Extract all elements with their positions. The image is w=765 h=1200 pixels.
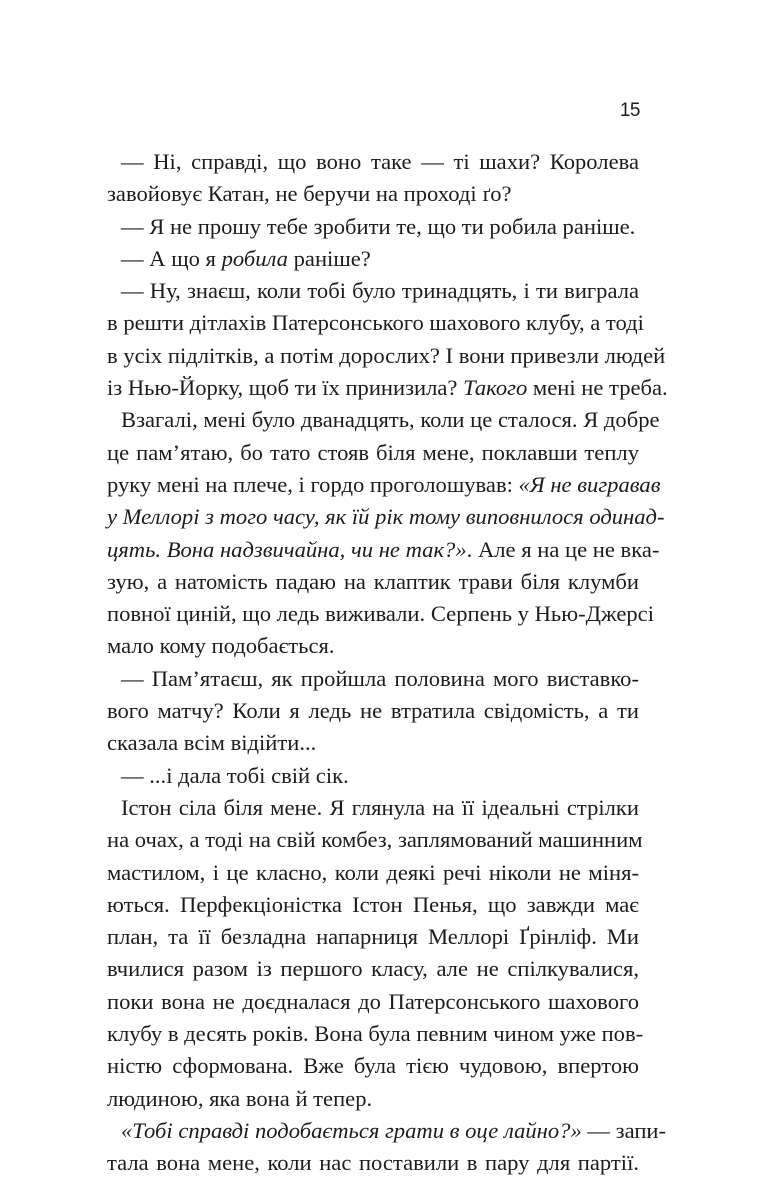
text-run: — Я не прошу тебе зробити те, що ти робила раніше. bbox=[121, 213, 636, 239]
text-run: руку мені на плече, і гордо проголошував: bbox=[107, 471, 519, 497]
text-run: мало кому подобається. bbox=[107, 633, 335, 659]
text-run: із Нью-Йорку, щоб ти їх принизила? bbox=[107, 375, 464, 401]
text-run: — ...і дала тобі свій сік. bbox=[121, 762, 349, 788]
text-line bbox=[107, 404, 660, 436]
text-line bbox=[107, 146, 639, 178]
text-line bbox=[93, 469, 661, 501]
paragraph bbox=[107, 1115, 667, 1180]
text-line bbox=[93, 598, 654, 630]
text-line bbox=[93, 566, 639, 598]
text-run: Істон сіла біля мене. Я глянула на її ідеальні стрілки bbox=[121, 794, 639, 820]
paragraph bbox=[107, 760, 639, 792]
text-line bbox=[93, 534, 660, 566]
body-text bbox=[107, 146, 668, 1180]
text-line bbox=[93, 824, 643, 856]
text-line bbox=[93, 727, 639, 759]
text-run: вого матчу? Коли я ледь не втратила свідомість, а ти bbox=[107, 698, 639, 724]
text-run: в решти дітлахів Патерсонського шахового клубу, а тоді bbox=[107, 310, 644, 336]
paragraph bbox=[107, 792, 644, 1115]
text-line bbox=[93, 307, 644, 339]
text-run: Взагалі, мені було дванадцять, коли це сталося. Я добре bbox=[121, 407, 660, 433]
text-run: ються. Перфекціоністка Істон Пенья, що завжди має bbox=[107, 891, 639, 917]
text-line bbox=[93, 1050, 639, 1082]
text-line bbox=[93, 630, 639, 662]
text-run: в усіх підлітків, а потім дорослих? І вони привезли людей bbox=[107, 342, 666, 368]
text-line bbox=[93, 953, 639, 985]
text-line bbox=[93, 178, 639, 210]
text-line bbox=[107, 792, 639, 824]
paragraph bbox=[107, 243, 639, 275]
italic-text: Такого bbox=[463, 375, 528, 401]
text-run: тала вона мене, коли нас поставили в пару для партії. bbox=[107, 1150, 639, 1176]
paragraph bbox=[107, 146, 639, 211]
text-run: — Пам’ятаєш, як пройшла половина мого виставко- bbox=[121, 665, 639, 691]
italic-text: «Тобі справді подобається грати в оце лайно?» bbox=[121, 1117, 582, 1143]
text-line bbox=[93, 889, 639, 921]
text-run: завойовує Катан, не беручи на проході ґо? bbox=[107, 181, 512, 207]
text-run: вчилися разом із першого класу, але не спілкувалися, bbox=[107, 956, 639, 982]
paragraph bbox=[107, 404, 665, 662]
text-line bbox=[93, 857, 639, 889]
text-run: це пам’ятаю, бо тато стояв біля мене, поклавши теплу bbox=[107, 439, 639, 465]
text-run: раніше? bbox=[287, 245, 371, 271]
text-run: повної циній, що ледь виживали. Серпень у Нью-Джерсі bbox=[107, 601, 654, 627]
text-run: — Ні, справді, що воно таке — ті шахи? Королева bbox=[121, 149, 639, 174]
italic-text: «Я не вигравав bbox=[518, 471, 661, 497]
text-line bbox=[93, 986, 639, 1018]
text-line bbox=[93, 372, 668, 404]
text-line bbox=[107, 243, 639, 275]
text-run: мастилом, і це класно, коли деякі речі ніколи не міня- bbox=[107, 859, 639, 885]
text-line bbox=[93, 501, 665, 533]
text-run: — запи- bbox=[581, 1117, 667, 1143]
page-number: 15 bbox=[619, 100, 640, 121]
text-line bbox=[93, 1147, 639, 1179]
text-run: . Але я на це не вка- bbox=[466, 536, 660, 562]
text-line bbox=[93, 695, 639, 727]
text-run: — А що я bbox=[121, 245, 222, 271]
text-run: поки вона не доєдналася до Патерсонського шахового bbox=[107, 988, 639, 1014]
paragraph bbox=[107, 663, 639, 760]
paragraph bbox=[107, 275, 668, 404]
text-line bbox=[107, 663, 639, 695]
text-run: ністю сформована. Вже була тією чудовою, впертою bbox=[107, 1053, 639, 1079]
text-run: план, та її безладна напарниця Меллорі Ґрінліф. Ми bbox=[107, 924, 639, 950]
text-run: на очах, а тоді на свій комбез, заплямований машинним bbox=[107, 827, 643, 853]
text-line bbox=[107, 760, 639, 792]
text-line bbox=[107, 1115, 667, 1147]
italic-text: у Меллорі з того часу, як їй рік тому виповнилося одинад- bbox=[107, 504, 665, 530]
text-line bbox=[93, 1018, 644, 1050]
text-run: людиною, яка вона й тепер. bbox=[107, 1085, 373, 1111]
text-line bbox=[93, 1083, 639, 1115]
text-line bbox=[107, 275, 639, 307]
text-run: клубу в десять років. Вона була певним чином уже пов- bbox=[107, 1021, 644, 1047]
text-run: сказала всім відійти... bbox=[107, 730, 317, 756]
text-line bbox=[93, 437, 639, 469]
text-run: — Ну, знаєш, коли тобі було тринадцять, і ти виграла bbox=[121, 278, 639, 304]
paragraph bbox=[107, 211, 639, 243]
text-line bbox=[93, 921, 639, 953]
text-run: мені не треба. bbox=[527, 375, 668, 401]
text-line bbox=[107, 211, 639, 243]
text-line bbox=[93, 340, 666, 372]
italic-text: робила bbox=[221, 245, 288, 271]
italic-text: цять. Вона надзвичайна, чи не так?» bbox=[107, 536, 467, 562]
text-run: зую, а натомість падаю на клаптик трави біля клумби bbox=[107, 568, 639, 594]
